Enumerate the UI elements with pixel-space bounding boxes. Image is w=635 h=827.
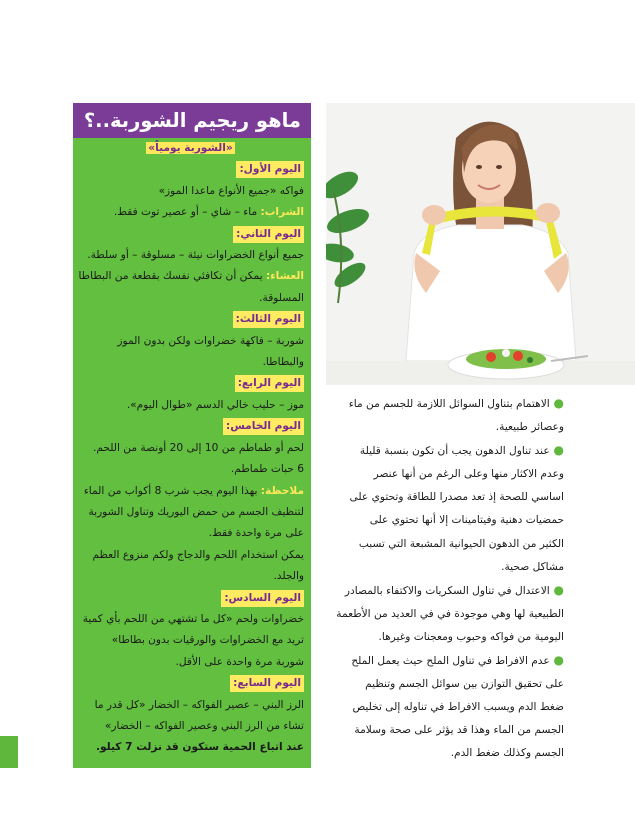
day6-line2: تريد مع الخضراوات والورقيات بدون بطاطا» xyxy=(111,634,304,647)
tip4-line1: ● عدم الافراط في تناول الملح حيث يعمل الملح xyxy=(351,653,564,668)
tip3-line2: الطبيعية لها وهي موجودة في في العديد من الأطعمة xyxy=(336,607,564,620)
day2-line1: جميع أنواع الخضراوات نيئة – مسلوقة – أو سلطة. xyxy=(87,249,304,262)
day7-line1: الرز البني – عصير الفواكه – الخضار «كل قدر ما xyxy=(94,698,304,711)
day4-heading: اليوم الرابع: xyxy=(235,375,304,392)
day4-line1: موز – حليب خالي الدسم «طوال اليوم». xyxy=(126,398,304,411)
tip4-line3: ضغط الدم ويسبب الافراط في تناوله إلى تخليص xyxy=(352,701,564,714)
tip1-line2: وعصائر طبيعية. xyxy=(495,421,564,434)
tip2-line5: الكثير من الدهون الحيوانية المشبعة التي تسبب xyxy=(358,537,564,550)
dinner-label: العشاء: xyxy=(266,270,304,283)
box-title: ماهو ريجيم الشوربة..؟ xyxy=(73,103,311,138)
day5-line7: والجلد. xyxy=(273,570,304,583)
bullet-icon: ● xyxy=(549,653,564,668)
day2-line3: المسلوقة. xyxy=(259,291,304,304)
bullet-icon: ● xyxy=(549,396,564,410)
day5-line5: على مرة واحدة فقط. xyxy=(208,527,304,540)
drink-label: الشراب: xyxy=(260,206,304,219)
woman-measuring-tape-photo xyxy=(326,103,635,385)
page-edge-tab xyxy=(0,736,18,768)
tip2-line3: اساسي للصحة إذ تعد مصدرا للطاقة وتحتوي على xyxy=(349,491,564,504)
dinner-text: يمكن أن تكافئي نفسك بقطعة من البطاطا xyxy=(78,270,266,283)
day3-line2: والبطاطا. xyxy=(262,356,304,369)
day5-heading: اليوم الخامس: xyxy=(223,418,304,435)
day3-line1: شوربة – فاكهة خضراوات ولكن بدون الموز xyxy=(117,334,304,347)
note-text: بهذا اليوم يجب شرب 8 أكواب من الماء xyxy=(83,484,261,497)
day7-line2: تشاء من الرز البني وعصير الفواكه – الخضار» xyxy=(104,719,304,732)
health-tips xyxy=(326,392,564,766)
tip4-line5: الجسم وكذلك ضغط الدم. xyxy=(450,747,564,760)
box-subtitle: «الشوربة يومياً» xyxy=(148,142,233,154)
final-note: عند اتباع الحمية ستكون قد نزلت 7 كيلو. xyxy=(95,741,304,754)
day5-line4: لتنظيف الجسم من حمض اليوريك وتناول الشوربة xyxy=(88,505,304,518)
bullet-icon: ● xyxy=(549,582,564,597)
note-line xyxy=(77,481,304,502)
tip2-line6: مشاكل صحية. xyxy=(501,560,564,573)
day6-line3: شوربة مرة واحدة على الأقل. xyxy=(175,655,304,668)
note-label: ملاحظة: xyxy=(260,484,304,497)
day6-line1: خضراوات ولحم «كل ما تشتهي من اللحم بأي كمية xyxy=(82,612,304,625)
dinner-line xyxy=(77,266,304,287)
tip3-line1: ● الاعتدال في تناول السكريات والاكتفاء بالمصادر xyxy=(344,582,564,597)
tip3-line3: اليومية من فواكه وحبوب ومعجنات وغيرها. xyxy=(378,630,564,643)
day5-line6: يمكن استخدام اللحم والدجاج ولكم منزوع العظم xyxy=(92,548,304,561)
tip1-line1: ● الاهتمام بتناول السوائل اللازمة للجسم من ماء xyxy=(348,396,564,410)
day7-heading: اليوم السابع: xyxy=(230,675,304,692)
drink-text: ماء – شاي – أو عصير توت فقط. xyxy=(113,206,261,219)
day6-heading: اليوم السادس: xyxy=(221,590,304,607)
day1-heading: اليوم الأول: xyxy=(236,161,304,178)
tip2-line2: وعدم الاكثار منها وعلى الرغم من أنها عنصر xyxy=(373,468,564,481)
tip4-line4: الجسم من الماء وهذا قد يؤثر على صحة وسلامة xyxy=(354,724,564,737)
day3-heading: اليوم الثالث: xyxy=(233,311,304,328)
box-body xyxy=(73,138,311,759)
day5-line2: 6 حبات طماطم. xyxy=(230,463,304,476)
tip2-line4: حمضيات دهنية وفيتامينات إلا أنها تحتوي على xyxy=(369,514,564,527)
day5-line1: لحم أو طماطم من 10 إلى 20 أونصة من اللحم. xyxy=(92,441,304,454)
day1-line: فواكه «جميع الأنواع ماعدا الموز» xyxy=(158,184,304,197)
soup-diet-box xyxy=(73,103,311,768)
tip2-line1: ● عند تناول الدهون يجب أن تكون بنسبة قليلة xyxy=(359,443,564,458)
bullet-icon: ● xyxy=(549,443,564,458)
drink-line xyxy=(77,202,304,223)
tip4-line2: على تحقيق التوازن بين سوائل الجسم وتنظيم xyxy=(365,678,564,691)
day2-heading: اليوم الثاني: xyxy=(233,226,304,243)
